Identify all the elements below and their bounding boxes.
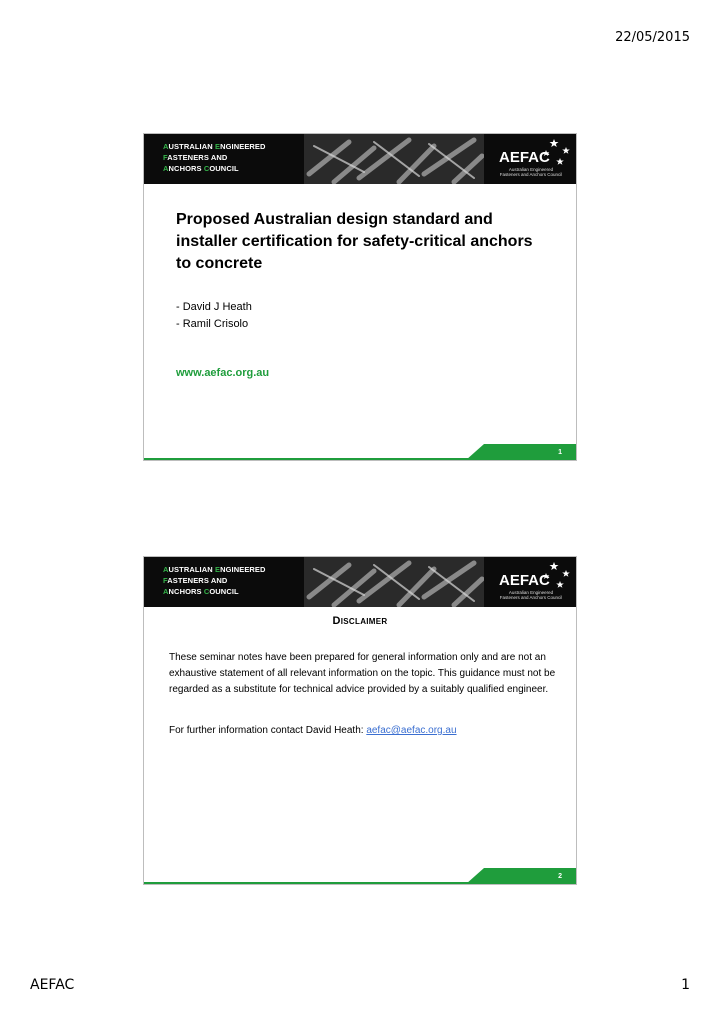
logo-subtitle: Australian Engineered Fasteners and Anchors Council	[499, 590, 563, 600]
page-number: 1	[681, 977, 690, 993]
aefac-logo: AEFAC	[499, 572, 550, 589]
page-footer-org: AEFAC	[30, 977, 75, 993]
author: - David J Heath	[176, 301, 252, 313]
logo-subtitle: Australian Engineered Fasteners and Anchors Council	[499, 167, 563, 177]
email-link[interactable]: aefac@aefac.org.au	[366, 725, 457, 736]
disclaimer-heading: DISCLAIMER	[332, 615, 388, 627]
aefac-logo: AEFAC	[499, 149, 550, 166]
council-name: AUSTRALIAN ENGINEERED FASTENERS AND ANCHORS COUNCIL	[163, 142, 266, 173]
slide-1	[143, 133, 577, 461]
aefac-banner	[144, 557, 576, 607]
anchors-photo	[304, 557, 484, 607]
contact-line: For further information contact David Heath: aefac@aefac.org.au	[169, 725, 457, 736]
aefac-banner	[144, 134, 576, 184]
slide-2	[143, 556, 577, 885]
page-date: 22/05/2015	[615, 30, 690, 45]
website-link[interactable]: www.aefac.org.au	[176, 367, 270, 379]
slide-number: 2	[558, 873, 562, 880]
anchors-photo	[304, 134, 484, 184]
council-name: AUSTRALIAN ENGINEERED FASTENERS AND ANCHORS COUNCIL	[163, 565, 266, 596]
slide-footer	[144, 860, 576, 884]
author-list	[176, 299, 252, 333]
disclaimer-body: These seminar notes have been prepared for general information only and are not an exhaustive statement of all relevant information on the topic. This guidance must not be regarded as a substitute for technical advice provided by a suitably qualified engineer.	[169, 652, 556, 695]
slide-number: 1	[558, 449, 562, 456]
author: - Ramil Crisolo	[176, 318, 249, 330]
slide-footer	[144, 436, 576, 460]
slide-title: Proposed Australian design standard and installer certification for safety-critical anchors to concrete	[176, 211, 533, 272]
